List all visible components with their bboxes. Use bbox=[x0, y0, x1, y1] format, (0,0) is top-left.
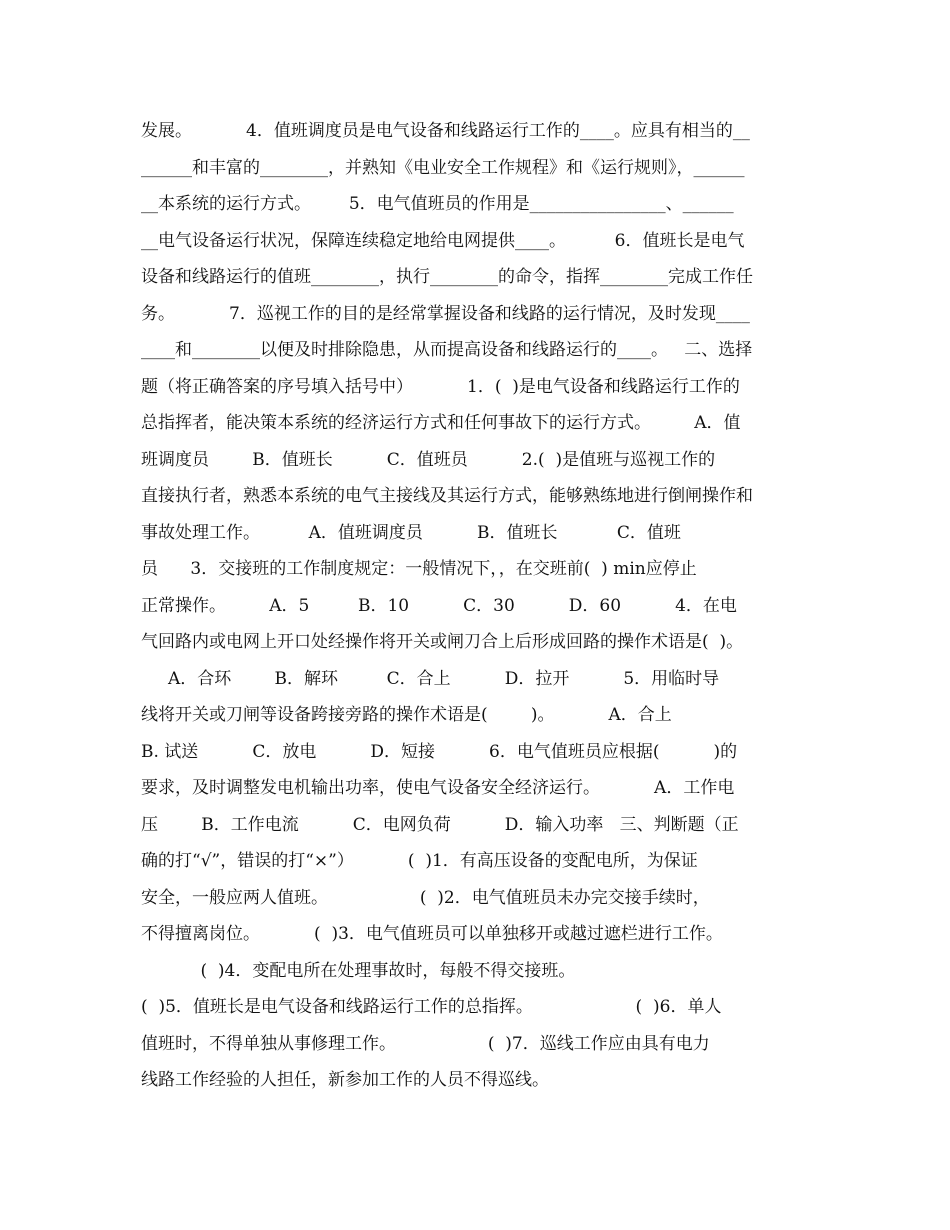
text-line: 不得擅离岗位。 ( )3．电气值班员可以单独移开或越过遮栏进行工作。 bbox=[141, 924, 723, 944]
document-body bbox=[141, 113, 821, 1099]
text-line: 总指挥者，能决策本系统的经济运行方式和任何事故下的运行方式。 A．值 bbox=[141, 413, 741, 433]
text-line: A．合环 B．解环 C．合上 D．拉开 5．用临时导 bbox=[141, 668, 720, 689]
text-line: 确的打“√”，错误的打“×”） ( )1．有高压设备的变配电所，为保证 bbox=[141, 851, 698, 871]
text-line: ____和________以便及时排除隐患，从而提高设备和线路运行的____。 二、选择 bbox=[141, 340, 753, 360]
text-line: 设备和线路运行的值班________，执行________的命令，指挥________完成工作任 bbox=[141, 267, 753, 287]
text-line: 直接执行者，熟悉本系统的电气主接线及其运行方式，能够熟练地进行倒闸操作和 bbox=[141, 486, 753, 506]
text-line: 要求，及时调整发电机输出功率，使电气设备安全经济运行。 A．工作电 bbox=[141, 778, 735, 798]
text-line: __电气设备运行状况，保障连续稳定地给电网提供____。 6．值班长是电气 bbox=[141, 230, 745, 251]
text-line: ______和丰富的________，并熟知《电业安全工作规程》和《运行规则》，______ bbox=[141, 157, 745, 178]
text-line: 线路工作经验的人担任，新参加工作的人员不得巡线。 bbox=[141, 1070, 549, 1090]
text-line: ( )4．变配电所在处理事故时，每般不得交接班。 bbox=[141, 960, 576, 981]
text-line: 压 B．工作电流 C．电网负荷 D．输入功率 三、判断题（正 bbox=[141, 814, 739, 835]
text-line: 务。 7．巡视工作的目的是经常掌握设备和线路的运行情况，及时发现____ bbox=[141, 303, 750, 324]
text-line: 气回路内或电网上开口处经操作将开关或闸刀合上后形成回路的操作术语是( )。 bbox=[141, 632, 744, 652]
text-line: 线将开关或刀闸等设备跨接旁路的操作术语是( )。 A．合上 bbox=[141, 705, 672, 725]
text-line: ( )5．值班长是电气设备和线路运行工作的总指挥。 ( )6．单人 bbox=[141, 997, 722, 1017]
text-line: 事故处理工作。 A．值班调度员 B．值班长 C．值班 bbox=[141, 522, 681, 543]
text-line: 班调度员 B．值班长 C．值班员 2.( )是值班与巡视工作的 bbox=[141, 449, 716, 470]
text-line: __本系统的运行方式。 5．电气值班员的作用是________________、______ bbox=[141, 194, 734, 214]
text-line: B. 试送 C．放电 D．短接 6．电气值班员应根据( )的 bbox=[141, 741, 738, 762]
text-line: 员 3．交接班的工作制度规定：一般情况下，，在交班前( ) min应停止 bbox=[141, 559, 697, 579]
text-line: 正常操作。 A．5 B．10 C．30 D．60 4．在电 bbox=[141, 595, 737, 616]
text-line: 发展。 4．值班调度员是电气设备和线路运行工作的____。应具有相当的__ bbox=[141, 121, 750, 141]
text-line: 值班时，不得单独从事修理工作。 ( )7．巡线工作应由具有电力 bbox=[141, 1033, 710, 1054]
text-line: 题（将正确答案的序号填入括号中） 1．( )是电气设备和线路运行工作的 bbox=[141, 376, 740, 397]
text-line: 安全，一般应两人值班。 ( )2．电气值班员未办完交接手续时， bbox=[141, 887, 710, 908]
